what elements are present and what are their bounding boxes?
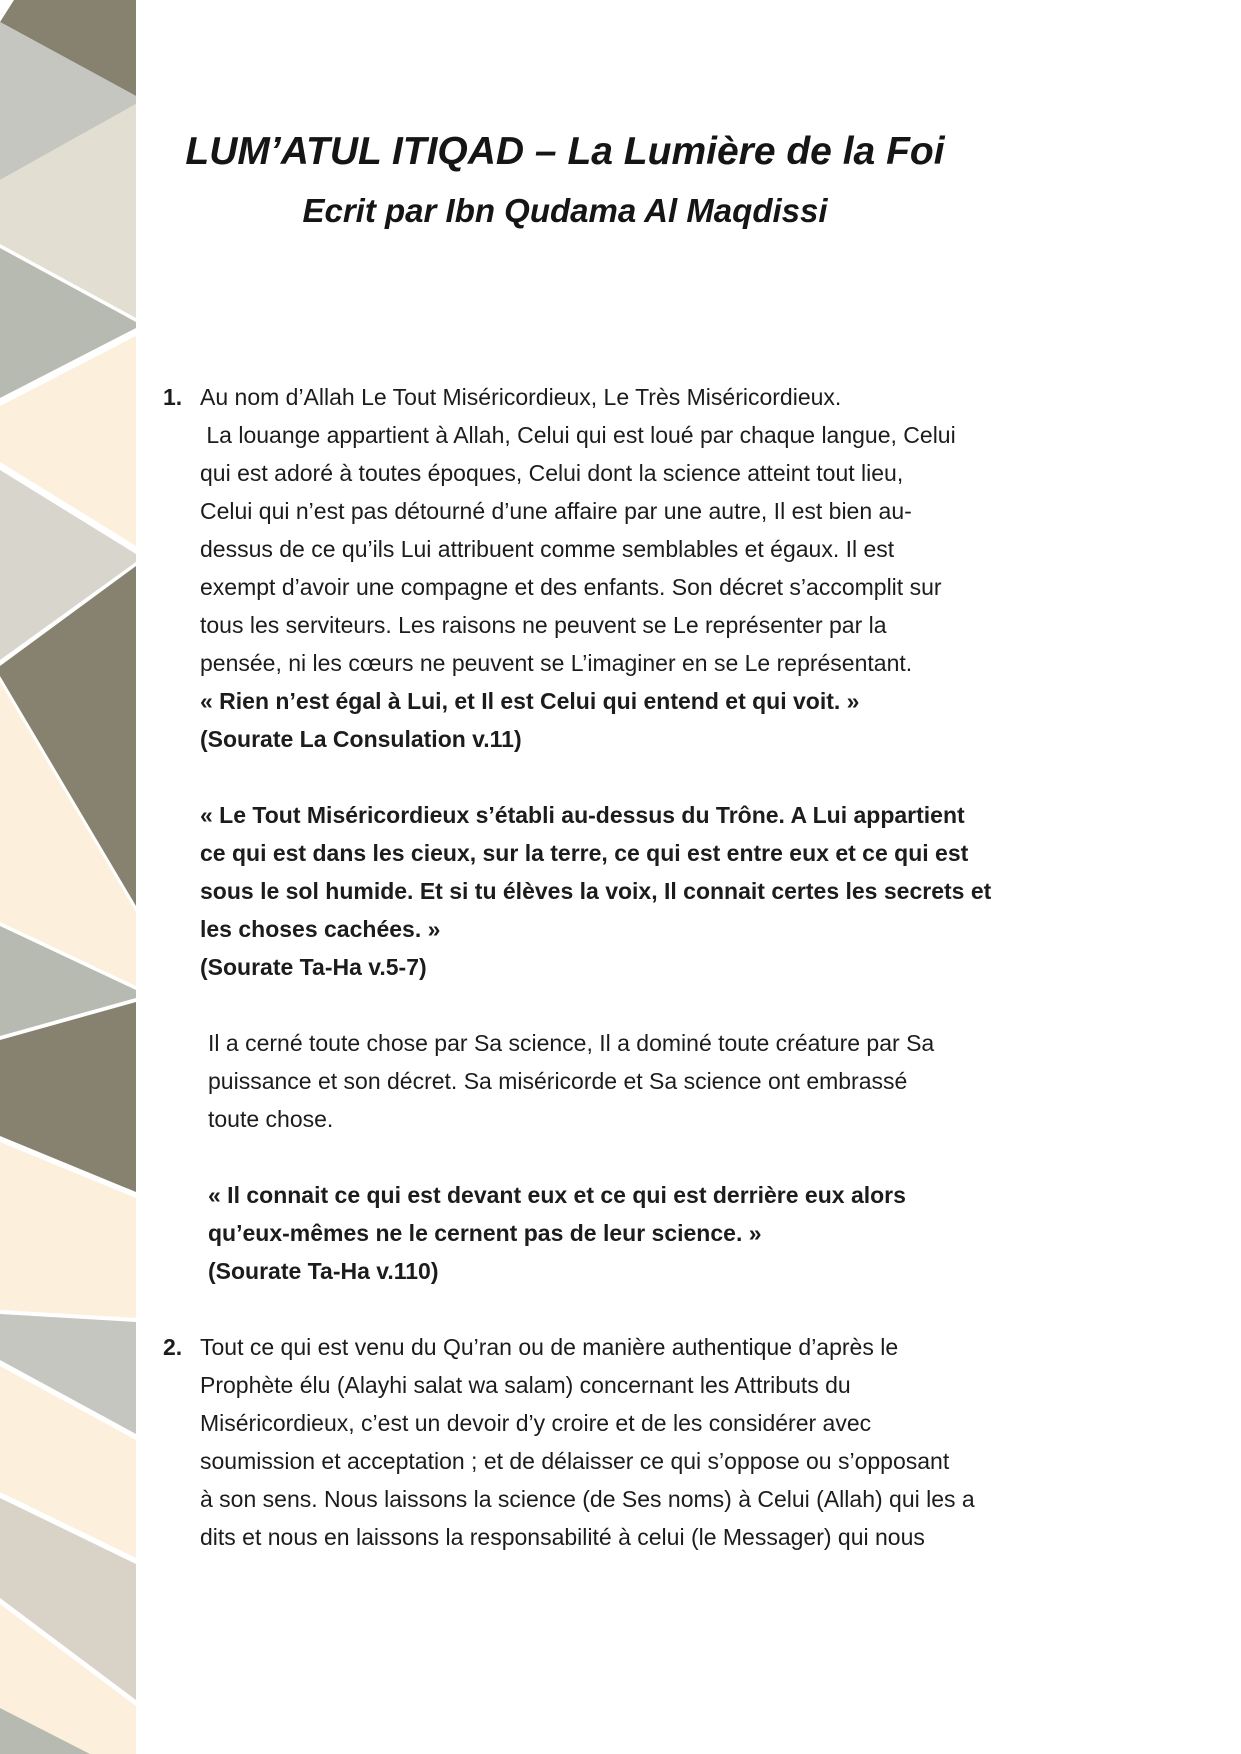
body-line: dessus de ce qu’ils Lui attribuent comme semblables et égaux. Il est	[200, 536, 895, 562]
list-item-1	[163, 378, 1100, 682]
list-item-2	[163, 1328, 1100, 1556]
quote-line: ce qui est dans les cieux, sur la terre, ce qui est entre eux et ce qui est	[200, 840, 969, 866]
document-title-block	[165, 126, 965, 234]
quote-line: les choses cachées. »	[200, 916, 441, 942]
body-line: exempt d’avoir une compagne et des enfants. Son décret s’accomplit sur	[200, 574, 942, 600]
body-line: à son sens. Nous laissons la science (de Ses noms) à Celui (Allah) qui les a	[200, 1486, 975, 1512]
body-line: dits et nous en laissons la responsabilité à celui (le Messager) qui nous	[200, 1524, 925, 1550]
body-line: puissance et son décret. Sa miséricorde et Sa science ont embrassé	[208, 1068, 908, 1094]
quote-source: (Sourate Ta-Ha v.5-7)	[200, 954, 427, 980]
document-title: LUM’ATUL ITIQAD – La Lumière de la Foi	[185, 130, 945, 173]
body-line: La louange appartient à Allah, Celui qui est loué par chaque langue, Celui	[200, 422, 956, 448]
body-line: qui est adoré à toutes époques, Celui dont la science atteint tout lieu,	[200, 460, 904, 486]
quote-consultation	[200, 682, 1100, 758]
quote-source: (Sourate Ta-Ha v.110)	[208, 1258, 439, 1284]
body-line: Miséricordieux, c’est un devoir d’y croire et de les considérer avec	[200, 1410, 872, 1436]
body-line: Tout ce qui est venu du Qu’ran ou de manière authentique d’après le	[200, 1334, 899, 1360]
item-number: 2.	[163, 1334, 183, 1360]
body-line: Celui qui n’est pas détourné d’une affaire par une autre, Il est bien au-	[200, 498, 912, 524]
quote-source: (Sourate La Consulation v.11)	[200, 726, 522, 752]
quote-taha-110	[208, 1176, 1100, 1290]
quote-line: « Le Tout Miséricordieux s’établi au-dessus du Trône. A Lui appartient	[200, 802, 965, 828]
decorative-triangle-pattern	[0, 0, 136, 1754]
body-line: pensée, ni les cœurs ne peuvent se L’imaginer en se Le représentant.	[200, 650, 913, 676]
quote-line: sous le sol humide. Et si tu élèves la voix, Il connait certes les secrets et	[200, 878, 992, 904]
body-line: Au nom d’Allah Le Tout Miséricordieux, Le Très Miséricordieux.	[200, 384, 842, 410]
body-line: soumission et acceptation ; et de délaisser ce qui s’oppose ou s’opposant	[200, 1448, 950, 1474]
document-body	[163, 378, 1100, 1556]
item-number: 1.	[163, 384, 183, 410]
body-line: Il a cerné toute chose par Sa science, Il a dominé toute créature par Sa	[208, 1030, 935, 1056]
body-line: toute chose.	[208, 1106, 334, 1132]
quote-line: « Il connait ce qui est devant eux et ce qui est derrière eux alors	[208, 1182, 906, 1208]
body-line: tous les serviteurs. Les raisons ne peuvent se Le représenter par la	[200, 612, 887, 638]
quote-line: qu’eux-mêmes ne le cernent pas de leur science. »	[208, 1220, 762, 1246]
body-line: Prophète élu (Alayhi salat wa salam) concernant les Attributs du	[200, 1372, 851, 1398]
document-subtitle: Ecrit par Ibn Qudama Al Maqdissi	[302, 192, 828, 229]
quote-line: « Rien n’est égal à Lui, et Il est Celui qui entend et qui voit. »	[200, 688, 860, 714]
commentary-paragraph	[208, 1024, 1100, 1138]
quote-taha-5-7	[200, 796, 1100, 986]
